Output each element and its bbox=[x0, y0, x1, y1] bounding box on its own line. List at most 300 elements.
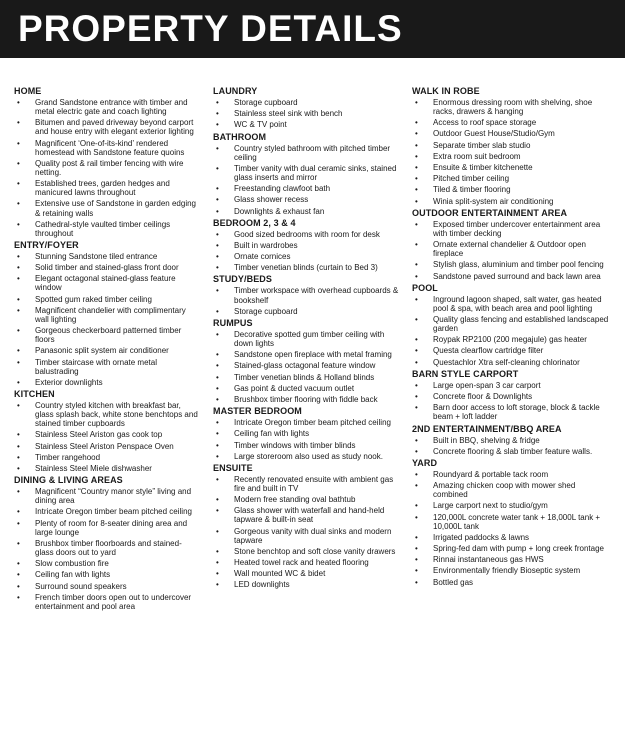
list-item-text: Separate timber slab studio bbox=[433, 140, 531, 150]
bullet-icon: • bbox=[415, 315, 418, 324]
list-item-text: Elegant octagonal stained-glass feature window bbox=[35, 274, 176, 293]
list-item bbox=[412, 260, 612, 269]
section-heading: LAUNDRY bbox=[213, 86, 258, 96]
list-item-text: Brushbox timber floorboards and stained-glass doors out to yard bbox=[35, 538, 182, 557]
section bbox=[412, 458, 612, 587]
column-3 bbox=[412, 86, 612, 589]
feature-list bbox=[14, 252, 200, 387]
list-item-text: Stylish glass, aluminium and timber pool fencing bbox=[433, 260, 604, 270]
section-heading: BATHROOM bbox=[213, 131, 267, 142]
list-item-text: Concrete flooring & slab timber feature walls. bbox=[433, 446, 593, 456]
bullet-icon: • bbox=[17, 570, 20, 580]
column-1 bbox=[14, 86, 200, 613]
list-item-text: Stainless steel sink with bench bbox=[234, 109, 343, 119]
list-item bbox=[412, 141, 612, 150]
bullet-icon: • bbox=[17, 559, 20, 569]
section-heading: OUTDOOR ENTERTAINMENT AREA bbox=[412, 207, 568, 218]
list-item-text: Surround sound speakers bbox=[35, 581, 127, 591]
bullet-icon: • bbox=[415, 151, 418, 161]
list-item bbox=[14, 559, 200, 568]
bullet-icon: • bbox=[415, 174, 418, 184]
bullet-icon: • bbox=[17, 305, 20, 315]
list-item-text: Roypak RP2100 (200 megajule) gas heater bbox=[433, 335, 587, 345]
list-item-text: Ornate cornices bbox=[234, 252, 291, 262]
list-item-text: Gas point & ducted vacuum outlet bbox=[234, 383, 355, 393]
bullet-icon: • bbox=[17, 487, 20, 497]
bullet-icon: • bbox=[415, 271, 418, 281]
list-item bbox=[213, 195, 405, 204]
list-item-text: Brushbox timber flooring with fiddle back bbox=[234, 394, 378, 404]
list-item bbox=[213, 263, 405, 272]
list-item-text: Quality glass fencing and established landscaped garden bbox=[433, 315, 609, 334]
list-item-text: Timber windows with timber blinds bbox=[234, 440, 356, 450]
list-item-text: Bottled gas bbox=[433, 577, 474, 587]
list-item bbox=[14, 306, 200, 324]
list-item-text: Large carport next to studio/gym bbox=[433, 501, 548, 511]
section-heading: MASTER BEDROOM bbox=[213, 406, 302, 417]
list-item-text: Ornate external chandelier & Outdoor open fireplace bbox=[433, 240, 586, 259]
list-item-text: Stained-glass octagonal feature window bbox=[234, 361, 376, 371]
list-item bbox=[14, 118, 200, 136]
list-item-text: Timber staircase with ornate metal balustrading bbox=[35, 357, 157, 376]
list-item-text: Timber venetian blinds & Holland blinds bbox=[234, 372, 375, 382]
list-item bbox=[213, 580, 405, 589]
list-item bbox=[213, 569, 405, 578]
bullet-icon: • bbox=[17, 581, 20, 591]
list-item bbox=[14, 358, 200, 376]
list-item-text: Bitumen and paved driveway beyond carport and house entry with elegant exterior lighting bbox=[35, 118, 194, 137]
list-item-text: Concrete floor & Downlights bbox=[433, 392, 533, 402]
bullet-icon: • bbox=[17, 507, 20, 517]
list-item bbox=[14, 519, 200, 537]
list-item bbox=[412, 436, 612, 445]
list-item bbox=[412, 392, 612, 401]
feature-list bbox=[14, 487, 200, 611]
bullet-icon: • bbox=[216, 429, 219, 439]
bullet-icon: • bbox=[415, 118, 418, 128]
feature-list bbox=[14, 98, 200, 238]
list-item-text: Gorgeous vanity with dual sinks and modern tapware bbox=[234, 526, 392, 545]
bullet-icon: • bbox=[415, 196, 418, 206]
list-item bbox=[213, 230, 405, 239]
list-item-text: Stone benchtop and soft close vanity drawers bbox=[234, 546, 396, 556]
section bbox=[412, 283, 612, 367]
list-item bbox=[412, 346, 612, 355]
bullet-icon: • bbox=[216, 526, 219, 536]
bullet-icon: • bbox=[415, 185, 418, 195]
list-item bbox=[14, 464, 200, 473]
list-item-text: Ensuite & timber kitchenette bbox=[433, 163, 533, 173]
list-item-text: Inground lagoon shaped, salt water, gas heated pool & spa, with beach area and pool lighting bbox=[433, 294, 602, 313]
section bbox=[213, 218, 405, 273]
list-item bbox=[14, 453, 200, 462]
bullet-icon: • bbox=[17, 138, 20, 148]
list-item-text: Rinnai instantaneous gas HWS bbox=[433, 555, 544, 565]
feature-list bbox=[412, 470, 612, 587]
list-item bbox=[412, 513, 612, 531]
list-item-text: Country styled kitchen with breakfast bar, glass splash back, white stone benchtops and stained timber cupboards bbox=[35, 401, 198, 429]
list-item-text: Sandstone paved surround and back lawn area bbox=[433, 271, 601, 281]
bullet-icon: • bbox=[216, 98, 219, 107]
list-item bbox=[14, 159, 200, 177]
list-item-text: Stainless Steel Miele dishwasher bbox=[35, 463, 152, 473]
section bbox=[213, 463, 405, 590]
list-item-text: French timber doors open out to undercover entertainment and pool area bbox=[35, 592, 192, 611]
bullet-icon: • bbox=[216, 394, 219, 404]
list-item bbox=[213, 98, 405, 107]
list-item bbox=[213, 241, 405, 250]
bullet-icon: • bbox=[216, 143, 219, 153]
bullet-icon: • bbox=[216, 451, 219, 461]
list-item-text: Quality post & rail timber fencing with wire netting. bbox=[35, 158, 184, 177]
list-item-text: Questa clearflow cartridge filter bbox=[433, 346, 544, 356]
header-banner bbox=[0, 0, 625, 58]
feature-list bbox=[412, 220, 612, 281]
bullet-icon: • bbox=[216, 361, 219, 371]
list-item bbox=[412, 358, 612, 367]
list-item bbox=[14, 582, 200, 591]
section bbox=[412, 369, 612, 422]
bullet-icon: • bbox=[216, 495, 219, 505]
list-item bbox=[213, 307, 405, 316]
list-item bbox=[412, 481, 612, 499]
section bbox=[412, 208, 612, 281]
section bbox=[213, 86, 405, 129]
list-item-text: Glass shower with waterfall and hand-held tapware & built-in seat bbox=[234, 506, 385, 525]
list-item bbox=[213, 350, 405, 359]
list-item bbox=[14, 98, 200, 116]
bullet-icon: • bbox=[415, 163, 418, 173]
list-item bbox=[14, 220, 200, 238]
feature-list bbox=[213, 330, 405, 404]
list-item bbox=[412, 501, 612, 510]
list-item bbox=[412, 174, 612, 183]
list-item-text: Slow combustion fire bbox=[35, 559, 109, 569]
list-item bbox=[412, 578, 612, 587]
list-item bbox=[213, 286, 405, 304]
list-item-text: Country styled bathroom with pitched timber ceiling bbox=[234, 143, 391, 162]
bullet-icon: • bbox=[415, 532, 418, 542]
list-item-text: Plenty of room for 8-seater dining area and large lounge bbox=[35, 518, 188, 537]
list-item bbox=[213, 429, 405, 438]
list-item bbox=[412, 447, 612, 456]
list-item bbox=[412, 129, 612, 138]
list-item bbox=[213, 361, 405, 370]
bullet-icon: • bbox=[17, 274, 20, 284]
list-item-text: Glass shower recess bbox=[234, 195, 309, 205]
bullet-icon: • bbox=[216, 474, 219, 484]
bullet-icon: • bbox=[216, 418, 219, 428]
section bbox=[14, 86, 200, 238]
list-item-text: Panasonic split system air conditioner bbox=[35, 346, 169, 356]
list-item bbox=[213, 384, 405, 393]
bullet-icon: • bbox=[415, 566, 418, 576]
list-item-text: Timber workspace with overhead cupboards & bookshelf bbox=[234, 286, 399, 305]
list-item-text: Stunning Sandstone tiled entrance bbox=[35, 251, 158, 261]
list-item bbox=[213, 120, 405, 129]
list-item-text: Wall mounted WC & bidet bbox=[234, 569, 326, 579]
list-item bbox=[14, 346, 200, 355]
bullet-icon: • bbox=[415, 346, 418, 356]
bullet-icon: • bbox=[216, 350, 219, 360]
section-heading: BARN STYLE CARPORT bbox=[412, 368, 519, 379]
bullet-icon: • bbox=[415, 555, 418, 565]
list-item-text: Recently renovated ensuite with ambient gas fire and built in TV bbox=[234, 474, 394, 493]
section bbox=[213, 318, 405, 404]
list-item bbox=[412, 533, 612, 542]
list-item bbox=[213, 475, 405, 493]
section bbox=[213, 274, 405, 315]
list-item bbox=[412, 197, 612, 206]
list-item bbox=[412, 240, 612, 258]
list-item bbox=[14, 252, 200, 261]
list-item-text: Cathedral-style vaulted timber ceilings throughout bbox=[35, 219, 171, 238]
list-item-text: Sandstone open fireplace with metal framing bbox=[234, 350, 392, 360]
list-item bbox=[213, 207, 405, 216]
section-heading: ENTRY/FOYER bbox=[14, 239, 79, 250]
list-item bbox=[412, 118, 612, 127]
list-item-text: Amazing chicken coop with mower shed combined bbox=[433, 481, 576, 500]
bullet-icon: • bbox=[415, 512, 418, 522]
list-item-text: Magnificent ‘One-of-its-kind’ rendered homestead with Sandstone feature quoins bbox=[35, 138, 185, 157]
bullet-icon: • bbox=[415, 357, 418, 367]
bullet-icon: • bbox=[216, 263, 219, 273]
list-item bbox=[14, 487, 200, 505]
bullet-icon: • bbox=[216, 569, 219, 579]
list-item-text: Ceiling fan with lights bbox=[234, 429, 310, 439]
bullet-icon: • bbox=[216, 546, 219, 556]
list-item bbox=[213, 395, 405, 404]
list-item bbox=[412, 152, 612, 161]
list-item-text: Winia split-system air conditioning bbox=[433, 196, 554, 206]
list-item-text: Questachlor Xtra self-cleaning chlorinator bbox=[433, 357, 580, 367]
bullet-icon: • bbox=[216, 206, 219, 216]
list-item-text: Exterior downlights bbox=[35, 377, 103, 387]
list-item-text: Built in BBQ, shelving & fridge bbox=[433, 435, 540, 445]
list-item-text: Extra room suit bedroom bbox=[433, 151, 521, 161]
list-item bbox=[412, 220, 612, 238]
section-heading: ENSUITE bbox=[213, 462, 253, 473]
list-item-text: Spotted gum raked timber ceiling bbox=[35, 294, 152, 304]
bullet-icon: • bbox=[216, 383, 219, 393]
list-item bbox=[213, 373, 405, 382]
bullet-icon: • bbox=[17, 463, 20, 473]
list-item bbox=[213, 547, 405, 556]
bullet-icon: • bbox=[415, 219, 418, 229]
list-item bbox=[14, 139, 200, 157]
list-item bbox=[213, 164, 405, 182]
list-item bbox=[14, 539, 200, 557]
bullet-icon: • bbox=[17, 452, 20, 462]
list-item-text: Downlights & exhaust fan bbox=[234, 206, 325, 216]
feature-list bbox=[213, 98, 405, 129]
list-item bbox=[14, 507, 200, 516]
list-item bbox=[213, 558, 405, 567]
list-item-text: 120,000L concrete water tank + 18,000L tank + 10,000L tank bbox=[433, 512, 601, 531]
bullet-icon: • bbox=[17, 357, 20, 367]
list-item-text: WC & TV point bbox=[234, 120, 287, 130]
list-item bbox=[412, 555, 612, 564]
section-heading: POOL bbox=[412, 282, 438, 293]
list-item bbox=[213, 506, 405, 524]
bullet-icon: • bbox=[216, 306, 219, 316]
list-item-text: Magnificent chandelier with complimentary wall lighting bbox=[35, 305, 186, 324]
list-item-text: Gorgeous checkerboard patterned timber floors bbox=[35, 326, 182, 345]
list-item bbox=[412, 98, 612, 116]
list-item bbox=[213, 495, 405, 504]
list-item bbox=[14, 570, 200, 579]
list-item-text: Outdoor Guest House/Studio/Gym bbox=[433, 129, 555, 139]
list-item bbox=[14, 378, 200, 387]
list-item-text: Storage cupboard bbox=[234, 306, 298, 316]
section-heading: DINING & LIVING AREAS bbox=[14, 475, 123, 486]
list-item bbox=[213, 144, 405, 162]
list-item-text: Storage cupboard bbox=[234, 98, 298, 107]
section-heading: STUDY/BEDS bbox=[213, 274, 273, 285]
section-heading: HOME bbox=[14, 86, 42, 96]
list-item-text: Exposed timber undercover entertainment area with timber decking bbox=[433, 219, 601, 238]
list-item bbox=[412, 335, 612, 344]
list-item bbox=[412, 295, 612, 313]
list-item-text: Extensive use of Sandstone in garden edging & retaining walls bbox=[35, 199, 197, 218]
list-item-text: Established trees, garden hedges and manicured lawns throughout bbox=[35, 179, 170, 198]
section bbox=[14, 240, 200, 387]
list-item-text: Barn door access to loft storage, block & tackle beam + loft ladder bbox=[433, 403, 600, 422]
list-item bbox=[412, 381, 612, 390]
bullet-icon: • bbox=[17, 219, 20, 229]
bullet-icon: • bbox=[415, 403, 418, 413]
bullet-icon: • bbox=[17, 518, 20, 528]
bullet-icon: • bbox=[216, 120, 219, 130]
list-item-text: LED downlights bbox=[234, 580, 290, 590]
bullet-icon: • bbox=[17, 401, 20, 411]
bullet-icon: • bbox=[216, 184, 219, 194]
list-item bbox=[412, 315, 612, 333]
feature-list bbox=[412, 436, 612, 456]
bullet-icon: • bbox=[17, 98, 20, 107]
bullet-icon: • bbox=[415, 380, 418, 390]
list-item-text: Modern free standing oval bathtub bbox=[234, 495, 356, 505]
bullet-icon: • bbox=[415, 446, 418, 456]
list-item bbox=[412, 403, 612, 421]
bullet-icon: • bbox=[415, 469, 418, 479]
list-item bbox=[412, 163, 612, 172]
bullet-icon: • bbox=[415, 335, 418, 345]
bullet-icon: • bbox=[17, 538, 20, 548]
list-item bbox=[412, 470, 612, 479]
column-2 bbox=[213, 86, 405, 592]
list-item-text: Decorative spotted gum timber ceiling with down lights bbox=[234, 329, 385, 348]
list-item-text: Built in wardrobes bbox=[234, 240, 298, 250]
list-item bbox=[14, 442, 200, 451]
list-item-text: Magnificent “Country manor style” living and dining area bbox=[35, 487, 192, 506]
bullet-icon: • bbox=[216, 372, 219, 382]
list-item bbox=[213, 441, 405, 450]
list-item-text: Access to roof space storage bbox=[433, 118, 537, 128]
section-heading: WALK IN ROBE bbox=[412, 86, 480, 96]
bullet-icon: • bbox=[415, 392, 418, 402]
list-item-text: Irrigated paddocks & lawns bbox=[433, 532, 530, 542]
list-item-text: Heated towel rack and heated flooring bbox=[234, 558, 369, 568]
list-item bbox=[213, 452, 405, 461]
list-item-text: Environmentally friendly Bioseptic system bbox=[433, 566, 581, 576]
bullet-icon: • bbox=[415, 98, 418, 107]
section-heading: BEDROOM 2, 3 & 4 bbox=[213, 217, 296, 228]
list-item-text: Timber venetian blinds (curtain to Bed 3) bbox=[234, 263, 378, 273]
bullet-icon: • bbox=[17, 294, 20, 304]
list-item-text: Roundyard & portable tack room bbox=[433, 469, 549, 479]
list-item bbox=[14, 263, 200, 272]
list-item-text: Intricate Oregon timber beam pitched ceiling bbox=[234, 418, 391, 428]
feature-list bbox=[412, 381, 612, 422]
bullet-icon: • bbox=[415, 501, 418, 511]
list-item bbox=[412, 544, 612, 553]
feature-list bbox=[213, 418, 405, 461]
list-item bbox=[14, 179, 200, 197]
list-item-text: Freestanding clawfoot bath bbox=[234, 184, 331, 194]
list-item-text: Ceiling fan with lights bbox=[35, 570, 111, 580]
feature-list bbox=[14, 401, 200, 473]
list-item bbox=[213, 330, 405, 348]
bullet-icon: • bbox=[216, 195, 219, 205]
list-item bbox=[14, 295, 200, 304]
section-heading: KITCHEN bbox=[14, 389, 55, 400]
bullet-icon: • bbox=[216, 240, 219, 250]
list-item bbox=[14, 274, 200, 292]
bullet-icon: • bbox=[216, 229, 219, 239]
bullet-icon: • bbox=[17, 326, 20, 336]
list-item-text: Intricate Oregon timber beam pitched ceiling bbox=[35, 507, 192, 517]
bullet-icon: • bbox=[216, 252, 219, 262]
section-heading: YARD bbox=[412, 457, 438, 468]
section bbox=[412, 86, 612, 206]
bullet-icon: • bbox=[17, 251, 20, 261]
list-item-text: Spring-fed dam with pump + long creek frontage bbox=[433, 544, 604, 553]
feature-list bbox=[213, 475, 405, 590]
section-heading: 2ND ENTERTAINMENT/BBQ AREA bbox=[412, 423, 562, 434]
list-item-text: Grand Sandstone entrance with timber and metal electric gate and coach lighting bbox=[35, 98, 188, 117]
list-item bbox=[213, 184, 405, 193]
bullet-icon: • bbox=[17, 441, 20, 451]
list-item bbox=[213, 418, 405, 427]
bullet-icon: • bbox=[216, 580, 219, 590]
bullet-icon: • bbox=[17, 592, 20, 602]
bullet-icon: • bbox=[216, 329, 219, 339]
bullet-icon: • bbox=[17, 118, 20, 128]
bullet-icon: • bbox=[415, 294, 418, 304]
list-item-text: Large open-span 3 car carport bbox=[433, 380, 541, 390]
list-item-text: Solid timber and stained-glass front door bbox=[35, 263, 179, 273]
list-item bbox=[14, 326, 200, 344]
bullet-icon: • bbox=[415, 435, 418, 445]
bullet-icon: • bbox=[216, 109, 219, 119]
bullet-icon: • bbox=[415, 240, 418, 250]
feature-list bbox=[213, 144, 405, 216]
list-item-text: Enormous dressing room with shelving, shoe racks, drawers & hanging bbox=[433, 98, 593, 117]
list-item-text: Timber rangehood bbox=[35, 452, 101, 462]
bullet-icon: • bbox=[17, 158, 20, 168]
section bbox=[213, 132, 405, 216]
feature-list bbox=[213, 286, 405, 315]
section bbox=[412, 424, 612, 456]
bullet-icon: • bbox=[415, 481, 418, 491]
bullet-icon: • bbox=[415, 577, 418, 587]
feature-list bbox=[412, 295, 612, 367]
bullet-icon: • bbox=[415, 129, 418, 139]
section bbox=[14, 475, 200, 611]
bullet-icon: • bbox=[415, 260, 418, 270]
list-item bbox=[14, 593, 200, 611]
